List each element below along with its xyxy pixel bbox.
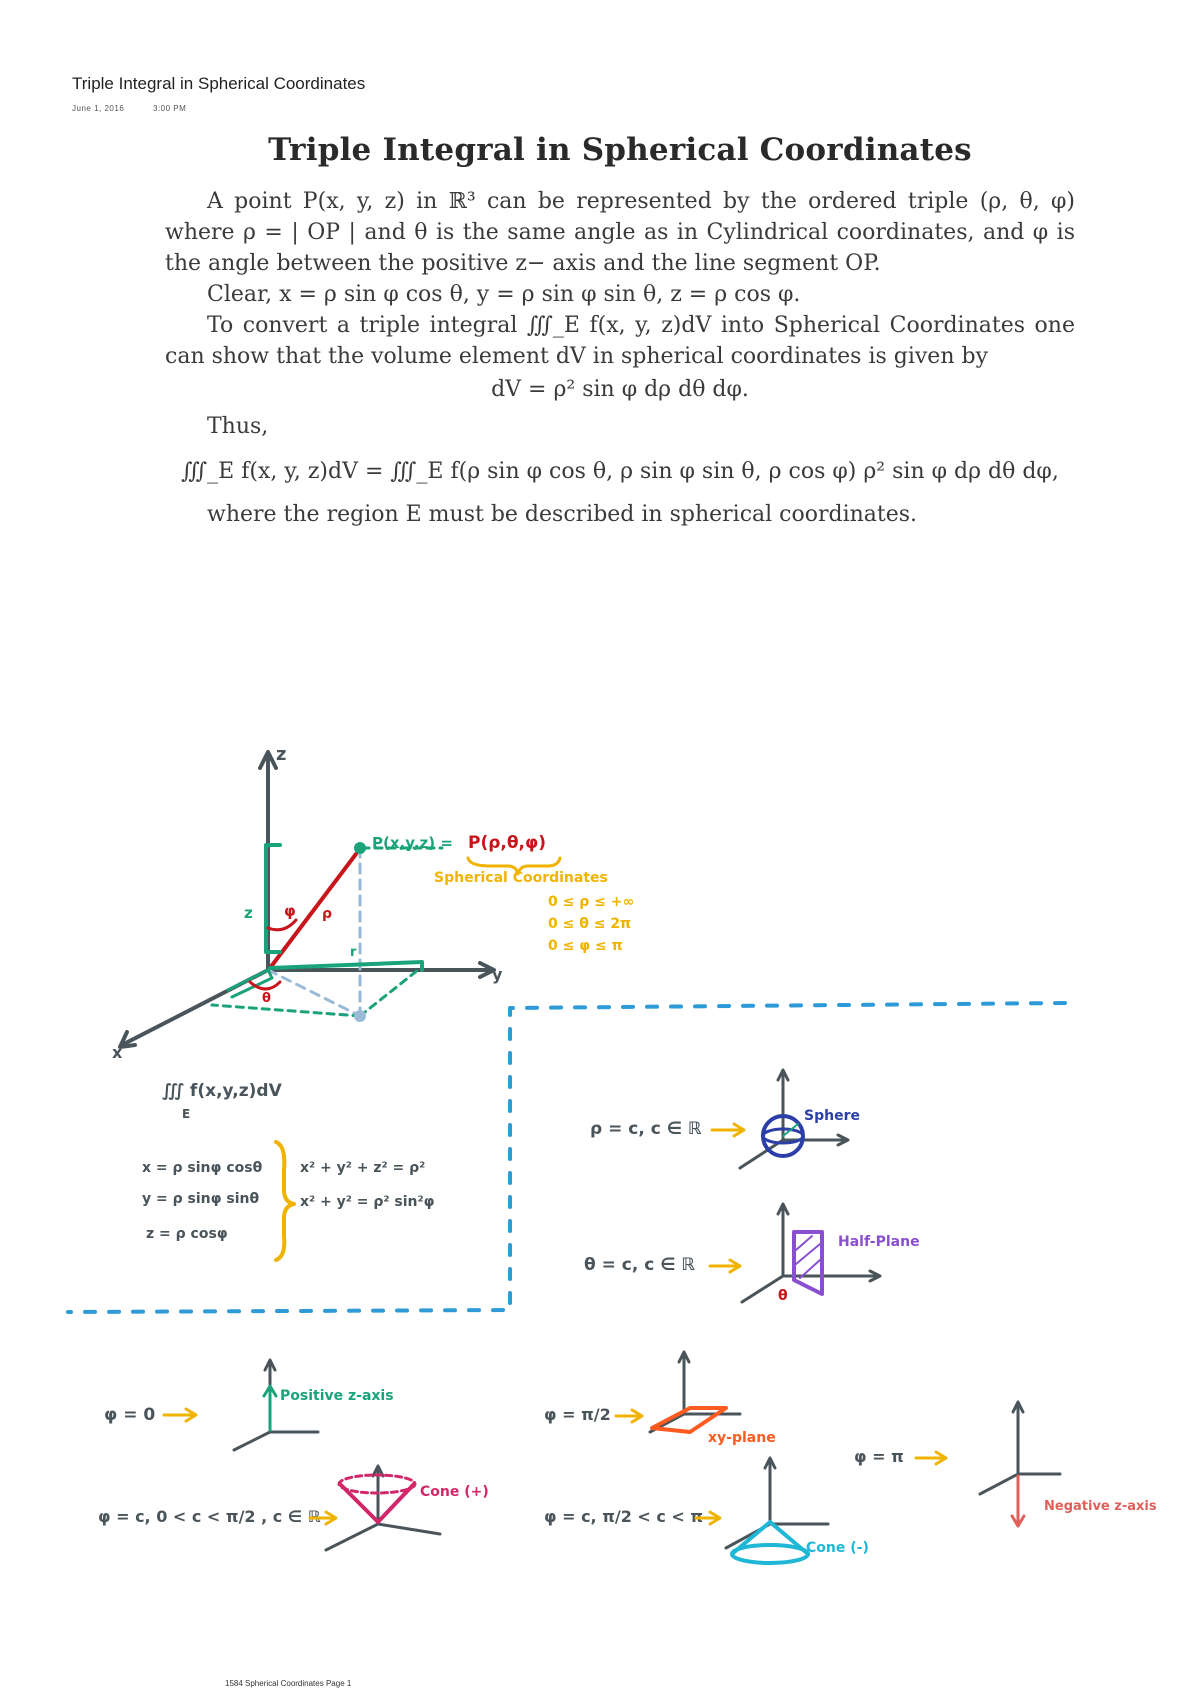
positive-z-axis-arrow [264,1386,276,1430]
half-plane-theta: θ [778,1288,788,1304]
cone-plus-label: Cone (+) [420,1484,489,1500]
phi-pi-condition: φ = π [854,1447,904,1466]
point-cartesian-label: P(x,y,z) = [372,834,453,852]
integral-note-sub: E [182,1107,191,1121]
range-rho: 0 ≤ ρ ≤ +∞ [548,894,635,910]
paragraph-conversions: Clear, x = ρ sin φ cos θ, y = ρ sin φ sin θ, z = ρ cos φ. [207,282,801,307]
negative-z-axis-label: Negative z-axis [1044,1499,1157,1514]
date-text: June 1, 2016 [72,104,125,113]
cone-minus-axes [726,1458,828,1548]
paragraph-thus: Thus, [207,414,269,439]
cone-minus-rim [732,1545,808,1563]
rho-segment [270,854,356,968]
range-phi: 0 ≤ φ ≤ π [548,938,623,954]
main-3d-axes [120,752,494,1047]
half-plane-hatch [796,1236,820,1278]
phi0-axes [234,1360,318,1450]
page-footer: 1584 Spherical Coordinates Page 1 [225,1679,352,1688]
dashed-divider [68,1003,1065,1312]
integral-note: ∭ f(x,y,z)dV [162,1081,282,1101]
conversion-z: z = ρ cosφ [146,1226,228,1242]
z-height-label: z [244,904,253,922]
theta-arrow [710,1260,740,1272]
main-formula: ∭_E f(x, y, z)dV = ∭_E f(ρ sin φ cos θ, ρ sin φ sin θ, ρ cos φ) ρ² sin φ dρ dθ dφ, [181,459,1059,484]
negative-z-axes [980,1402,1060,1494]
range-theta: 0 ≤ θ ≤ 2π [548,916,632,932]
negative-z-axis-arrow [1012,1476,1024,1526]
cone-plus-axes [326,1466,440,1550]
cone-plus-condition: φ = c, 0 < c < π/2 , c ∈ ℝ [98,1507,321,1526]
rho-label: ρ [322,906,333,922]
phi-arc [268,920,296,930]
projection-lines [268,848,360,1016]
phi-half-pi-condition: φ = π/2 [544,1405,611,1424]
paragraph-conclusion: where the region E must be described in spherical coordinates. [207,502,918,527]
xy-plane-shape [652,1408,726,1432]
phi-label: φ [284,902,296,920]
document-heading: Triple Integral in Spherical Coordinates [268,132,972,168]
conversion-brace [276,1142,294,1260]
identity-sphere: x² + y² + z² = ρ² [300,1160,426,1176]
phi0-condition: φ = 0 [104,1405,156,1425]
paragraph-definition: A point P(x, y, z) in ℝ³ can be represented by the ordered triple (ρ, θ, φ) where ρ = | OP | and θ is the same angle as in Cylindrical coordinates, and φ is the angle between the positive z− axis and the line segment OP. [165,189,1075,276]
page-title: Triple Integral in Spherical Coordinates [72,74,366,93]
paragraph-volume-element: To convert a triple integral ∭_E f(x, y, z)dV into Spherical Coordinates one can show that the volume element dV in spherical coordinates is given by [165,313,1075,369]
conversion-x: x = ρ sinφ cosθ [142,1160,263,1176]
cone-minus-label: Cone (-) [806,1540,869,1556]
main-x-label: x [112,1043,123,1062]
theta-c-condition: θ = c, c ∈ ℝ [584,1255,695,1275]
half-plane-label: Half-Plane [838,1234,920,1250]
sphere-label: Sphere [804,1108,860,1124]
main-z-label: z [276,744,287,765]
theta-label: θ [262,991,271,1006]
point-p [354,842,366,854]
main-y-label: y [492,965,503,984]
phi0-arrow [164,1409,196,1421]
spherical-coordinates-label: Spherical Coordinates [434,870,608,886]
point-projection [354,1010,366,1022]
xy-plane-label: xy-plane [708,1430,776,1446]
point-spherical-label: P(ρ,θ,φ) [468,833,547,853]
cone-minus-condition: φ = c, π/2 < c < π [544,1507,704,1526]
volume-element-formula: dV = ρ² sin φ dρ dθ dφ. [491,377,749,402]
rho-arrow [712,1124,744,1136]
r-label: r [350,945,357,960]
conversion-y: y = ρ sinφ sinθ [142,1191,260,1207]
identity-cylinder: x² + y² = ρ² sin²φ [300,1194,435,1210]
rho-c-condition: ρ = c, c ∈ ℝ [590,1119,702,1139]
phi-pi-arrow [916,1452,946,1464]
phi-half-pi-arrow [616,1410,642,1422]
time-text: 3:00 PM [153,104,187,113]
positive-z-axis-label: Positive z-axis [280,1388,394,1404]
